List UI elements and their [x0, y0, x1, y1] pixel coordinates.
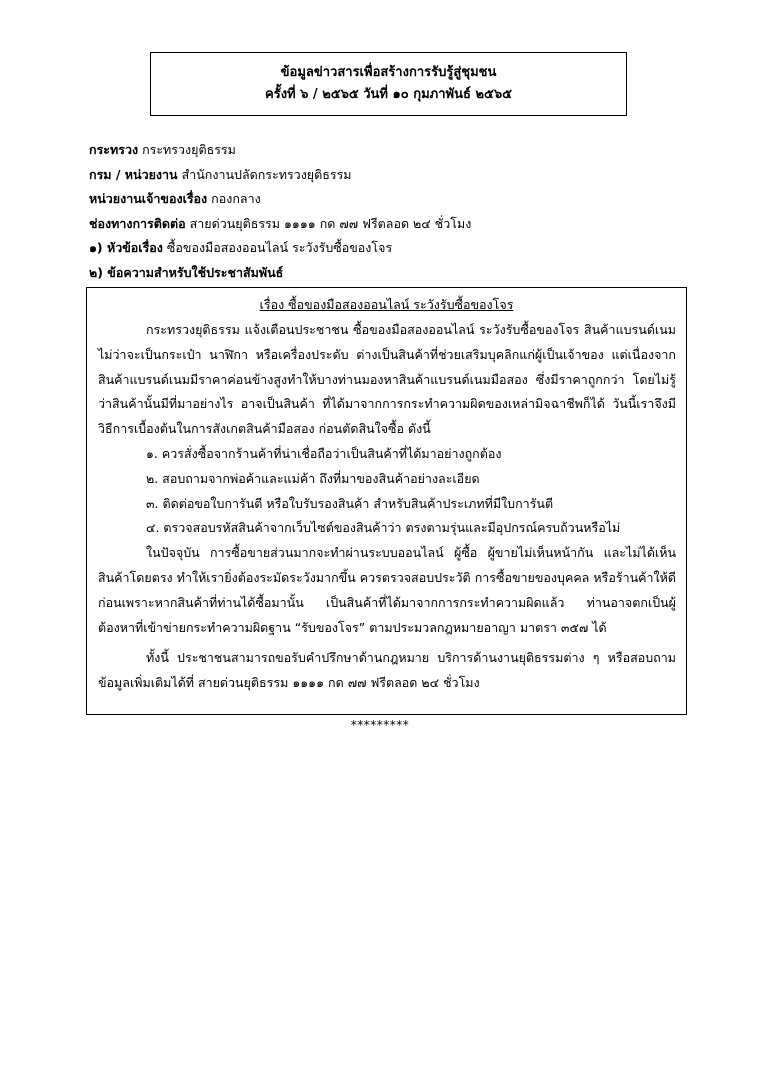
- meta-section: [89, 138, 689, 285]
- intro-paragraph: กระทรวงยุติธรรม แจ้งเตือนประชาชน ซื้อของมือสองออนไลน์ ระวังรับซื้อของโจร สินค้าแบรนด์เนม ไม่ว่าจะเป็นกระเป๋า นาฬิกา หรือเครื่องประดับ ต่างเป็นสินค้าที่ช่วยเสริมบุคลิกแก่ผู้เป็นเจ้าของ แต่เนื่องจากสินค้าแบรนด์เนมมีราคาค่อนข้างสูงทำให้บางท่านมองหาสินค้าแบรนด์เนมมือสอง ซึ่งมีราคาถูกกว่า โดยไม่รู้ว่าสินค้านั้นมีที่มาอย่างไร อาจเป็นสินค้า ที่ได้มาจากการกระทำความผิดของเหล่ามิจฉาชีพก็ได้ วันนี้เราจึงมีวิธีการเบื้องต้นในการสังเกตสินค้ามือสอง ก่อนตัดสินใจซื้อ ดังนี้: [98, 322, 676, 437]
- end-marker: *********: [350, 718, 410, 732]
- contact-value: สายด่วนยุติธรรม ๑๑๑๑ กด ๗๗ ฟรีตลอด ๒๔ ชั่วโมง: [189, 215, 472, 231]
- pr-message-box: [86, 287, 687, 715]
- topic-value: ซื้อของมือสองออนไลน์ ระวังรับซื้อของโจร: [166, 240, 393, 255]
- department-value: สำนักงานปลัดกระทรวงยุติธรรม: [181, 166, 352, 182]
- department-label: กรม / หน่วยงาน: [89, 166, 178, 182]
- pr-label: ๒) ข้อความสำหรับใช้ประชาสัมพันธ์: [89, 264, 284, 280]
- topic-label: ๑) หัวข้อเรื่อง: [89, 240, 163, 255]
- header-box: [150, 52, 627, 116]
- tip-item-4: ๔. ตรวจสอบรหัสสินค้าจากเว็บไซต์ของสินค้าว่า ตรงตามรุ่นและมีอุปกรณ์ครบถ้วนหรือไม่: [146, 520, 621, 536]
- owner-value: กองกลาง: [211, 191, 261, 206]
- header-title: ข้อมูลข่าวสารเพื่อสร้างการรับรู้สู่ชุมชน: [280, 65, 497, 80]
- pr-row: [89, 261, 689, 286]
- ministry-label: กระทรวง: [89, 142, 139, 157]
- contact-row: [89, 212, 689, 237]
- topic-row: [89, 236, 689, 261]
- tip-item-1: ๑. ควรสั่งซื้อจากร้านค้าที่น่าเชื่อถือว่าเป็นสินค้าที่ได้มาอย่างถูกต้อง: [146, 445, 502, 461]
- tip-item-3: ๓. ติดต่อขอใบการันตี หรือใบรับรองสินค้า สำหรับสินค้าประเภทที่มีใบการันตี: [146, 495, 554, 511]
- pr-message-title: เรื่อง ซื้อของมือสองออนไลน์ ระวังรับซื้อของโจร: [259, 297, 514, 312]
- contact-label: ช่องทางการติดต่อ: [89, 215, 186, 231]
- header-issue-date: ครั้งที่ ๖ / ๒๕๖๕ วันที่ ๑๐ กุมภาพันธ์ ๒๕๖๕: [265, 87, 512, 102]
- ministry-row: [89, 138, 689, 163]
- tip-item-2: ๒. สอบถามจากพ่อค้าและแม่ค้า ถึงที่มาของสินค้าอย่างละเอียด: [146, 470, 480, 486]
- ministry-value: กระทรวงยุติธรรม: [142, 142, 236, 157]
- online-warning-paragraph: ในปัจจุบัน การซื้อขายส่วนมากจะทำผ่านระบบออนไลน์ ผู้ซื้อ ผู้ขายไม่เห็นหน้ากัน และไม่ได้เห็นสินค้าโดยตรง ทำให้เรายิ่งต้องระมัดระวังมากขึ้น ควรตรวจสอบประวัติ การซื้อขายของบุคคล หรือร้านค้าให้ดีก่อนเพราะหากสินค้าที่ท่านได้ซื้อมานั้น เป็นสินค้าที่ได้มาจากการกระทำความผิดแล้ว ท่านอาจตกเป็นผู้ต้องหาที่เข้าข่ายกระทำความผิดฐาน “รับของโจร” ตามประมวลกฎหมายอาญา มาตรา ๓๕๗ ได้: [98, 545, 676, 635]
- owner-label: หน่วยงานเจ้าของเรื่อง: [89, 191, 208, 206]
- owner-row: [89, 187, 689, 212]
- contact-paragraph: ทั้งนี้ ประชาชนสามารถขอรับคำปรึกษาด้านกฎหมาย บริการด้านงานยุติธรรมต่าง ๆ หรือสอบถามข้อมูลเพิ่มเติมได้ที่ สายด่วนยุติธรรม ๑๑๑๑ กด ๗๗ ฟรีตลอด ๒๔ ชั่วโมง: [98, 650, 676, 691]
- department-row: [89, 163, 689, 188]
